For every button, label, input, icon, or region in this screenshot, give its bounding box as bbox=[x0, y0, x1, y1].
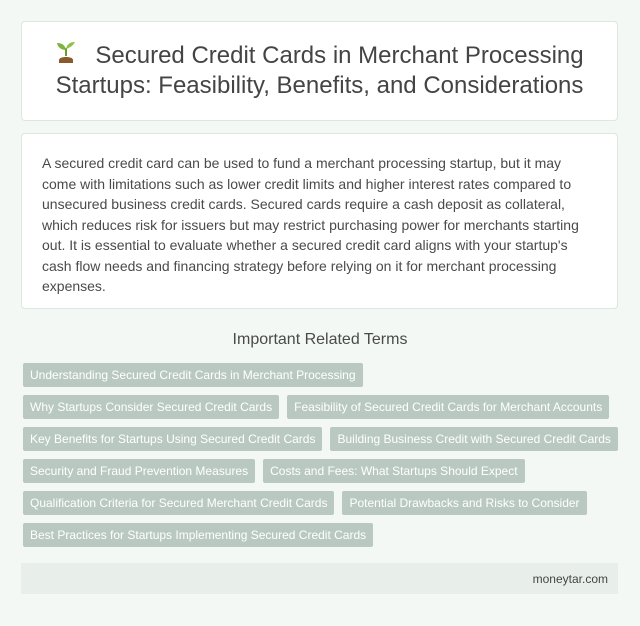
page-title-wrapper bbox=[22, 41, 617, 101]
site-name[interactable]: moneytar.com bbox=[532, 571, 608, 586]
related-term-tag[interactable]: Key Benefits for Startups Using Secured Credit Cards bbox=[23, 427, 322, 451]
page-title: Secured Credit Cards in Merchant Processing Startups: Feasibility, Benefits, and Considerations bbox=[55, 42, 584, 99]
title-card bbox=[21, 21, 618, 121]
related-term-tag[interactable]: Understanding Secured Credit Cards in Merchant Processing bbox=[23, 363, 363, 387]
summary-card bbox=[21, 133, 618, 309]
related-term-tag[interactable]: Best Practices for Startups Implementing Secured Credit Cards bbox=[23, 523, 373, 547]
related-term-tag[interactable]: Qualification Criteria for Secured Merchant Credit Cards bbox=[23, 491, 334, 515]
footer bbox=[21, 563, 618, 594]
summary-paragraph: A secured credit card can be used to fund a merchant processing startup, but it may come with limitations such as lower credit limits and higher interest rates compared to unsecured business credit cards. Secured cards require a cash deposit as collateral, which reduces risk for issuers but may restrict purchasing power for merchants starting out. It is essential to evaluate whether a secured credit card aligns with your startup's cash flow needs and financing strategy before relying on it for merchant processing expenses. bbox=[42, 155, 579, 294]
related-term-tag[interactable]: Potential Drawbacks and Risks to Consider bbox=[342, 491, 586, 515]
related-term-tag[interactable]: Building Business Credit with Secured Credit Cards bbox=[330, 427, 617, 451]
related-term-tag[interactable]: Security and Fraud Prevention Measures bbox=[23, 459, 255, 483]
sprout-icon bbox=[55, 41, 77, 65]
related-term-tag[interactable]: Why Startups Consider Secured Credit Cards bbox=[23, 395, 279, 419]
related-terms-list bbox=[23, 363, 623, 547]
related-term-tag[interactable]: Costs and Fees: What Startups Should Expect bbox=[263, 459, 524, 483]
related-terms-heading: Important Related Terms bbox=[232, 331, 408, 348]
related-term-tag[interactable]: Feasibility of Secured Credit Cards for Merchant Accounts bbox=[287, 395, 609, 419]
